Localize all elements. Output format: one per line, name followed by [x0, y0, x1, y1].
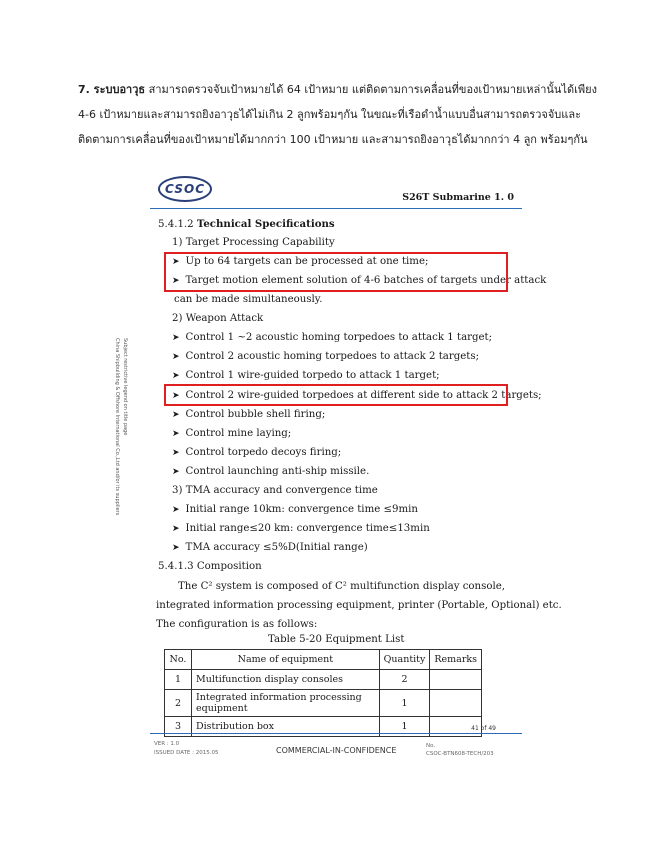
margin-note-line-1: China Shipbuilding & Offshore International Co.,Ltd and/or its suppliers — [114, 338, 120, 516]
list-item: ➤ Control 1 wire-guided torpedo to attack 1 target; — [172, 370, 440, 381]
footer-confidentiality: COMMERCIAL-IN-CONFIDENCE — [276, 746, 397, 755]
table-cell: 3 — [165, 717, 192, 737]
subsection-3-title: 3) TMA accuracy and convergence time — [172, 485, 378, 496]
table-header-row — [165, 650, 482, 670]
arrow-bullet-icon: ➤ — [172, 448, 180, 458]
thai-paragraph-line-1 — [78, 80, 598, 98]
footer-issued-date: ISSUED DATE : 2015.05 — [154, 750, 219, 756]
thai-heading: 7. ระบบอาวุธ — [78, 83, 146, 96]
arrow-bullet-icon: ➤ — [172, 429, 180, 439]
arrow-bullet-icon: ➤ — [172, 410, 180, 420]
table-cell: 1 — [165, 670, 192, 690]
embedded-spec-page — [114, 168, 562, 772]
list-item: ➤ Control 2 wire-guided torpedoes at different side to attack 2 targets; — [172, 390, 542, 401]
list-item: ➤ Control torpedo decoys firing; — [172, 447, 342, 458]
table-row — [165, 670, 482, 690]
list-item: ➤ Up to 64 targets can be processed at one time; — [172, 256, 429, 267]
section-title: Technical Specifications — [196, 218, 335, 230]
arrow-bullet-icon: ➤ — [172, 467, 180, 477]
table-cell: Distribution box — [192, 717, 380, 737]
margin-note-line-2: Subject restrictive legend on title page — [122, 338, 128, 436]
composition-paragraph-line-3: The configuration is as follows: — [156, 619, 318, 630]
table-caption: Table 5-20 Equipment List — [268, 634, 405, 645]
table-cell: 2 — [379, 670, 430, 690]
arrow-bullet-icon: ➤ — [172, 257, 180, 267]
table-cell: 1 — [379, 717, 430, 737]
table-cell: 1 — [379, 690, 430, 717]
arrow-bullet-icon: ➤ — [172, 333, 180, 343]
footer-version: VER : 1.0 — [154, 741, 180, 747]
table-cell — [430, 670, 482, 690]
doc-header-title: S26T Submarine 1. 0 — [402, 192, 514, 203]
subsection-1-title: 1) Target Processing Capability — [172, 237, 335, 248]
table-header-cell: Name of equipment — [192, 650, 380, 670]
table-header-cell: Remarks — [430, 650, 482, 670]
list-item: ➤ TMA accuracy ≤5%D(Initial range) — [172, 542, 368, 553]
list-item: ➤ Control 1 ~2 acoustic homing torpedoes to attack 1 target; — [172, 332, 493, 343]
table-cell: Integrated information processing equipment — [192, 690, 380, 717]
page-number: 41 of 49 — [471, 725, 496, 732]
list-item: ➤ Control launching anti-ship missile. — [172, 466, 370, 477]
highlight-box-wire-guided — [164, 384, 508, 406]
subsection-2-title: 2) Weapon Attack — [172, 313, 264, 324]
header-divider — [150, 208, 522, 209]
thai-line-1-text: สามารถตรวจจับเป้าหมายได้ 64 เป้าหมาย แต่ติดตามการเคลื่อนที่ของเป้าหมายเหล่านั้นได้เพียง — [148, 83, 597, 96]
table-header-cell: No. — [165, 650, 192, 670]
section-heading-composition: 5.4.1.3 Composition — [158, 561, 262, 572]
section-heading — [158, 218, 335, 230]
list-continuation: can be made simultaneously. — [174, 294, 323, 305]
footer-doc-code: CSOC-BTN608-TECH/203 — [426, 751, 494, 757]
arrow-bullet-icon: ➤ — [172, 543, 180, 553]
arrow-bullet-icon: ➤ — [172, 352, 180, 362]
footer-doc-no-label: No. — [426, 743, 436, 749]
equipment-table — [164, 649, 482, 737]
arrow-bullet-icon: ➤ — [172, 391, 180, 401]
table-row — [165, 690, 482, 717]
thai-paragraph-line-3: ติดตามการเคลื่อนที่ของเป้าหมายได้มากกว่า 100 เป้าหมาย และสามารถยิงอาวุธได้มากกว่า 4 ลูก พร้อมๆกัน — [78, 133, 588, 146]
margin-legal-note — [104, 338, 148, 548]
table-cell — [430, 690, 482, 717]
composition-paragraph-line-1: The C² system is composed of C² multifunction display console, — [178, 581, 505, 592]
list-item: ➤ Initial range 10km: convergence time ≤9min — [172, 504, 418, 515]
list-item: ➤ Control mine laying; — [172, 428, 292, 439]
table-header-cell: Quantity — [379, 650, 430, 670]
composition-paragraph-line-2: integrated information processing equipment, printer (Portable, Optional) etc. — [156, 600, 562, 611]
table-cell: Multifunction display consoles — [192, 670, 380, 690]
list-item: ➤ Target motion element solution of 4-6 batches of targets under attack — [172, 275, 547, 286]
arrow-bullet-icon: ➤ — [172, 524, 180, 534]
arrow-bullet-icon: ➤ — [172, 371, 180, 381]
list-item: ➤ Control bubble shell firing; — [172, 409, 326, 420]
footer-divider — [150, 733, 522, 734]
table-cell: 2 — [165, 690, 192, 717]
csoc-logo: CSOC — [158, 176, 212, 202]
arrow-bullet-icon: ➤ — [172, 276, 180, 286]
thai-paragraph-line-2: 4-6 เป้าหมายและสามารถยิงอาวุธได้ไม่เกิน 2 ลูกพร้อมๆกัน ในขณะที่เรือดำน้ำแบบอื่นสามารถตรวจจับและ — [78, 108, 581, 121]
highlight-box-target-processing — [164, 252, 508, 292]
arrow-bullet-icon: ➤ — [172, 505, 180, 515]
list-item: ➤ Control 2 acoustic homing torpedoes to attack 2 targets; — [172, 351, 480, 362]
section-number: 5.4.1.2 — [158, 219, 194, 230]
list-item: ➤ Initial range≤20 km: convergence time≤13min — [172, 523, 430, 534]
